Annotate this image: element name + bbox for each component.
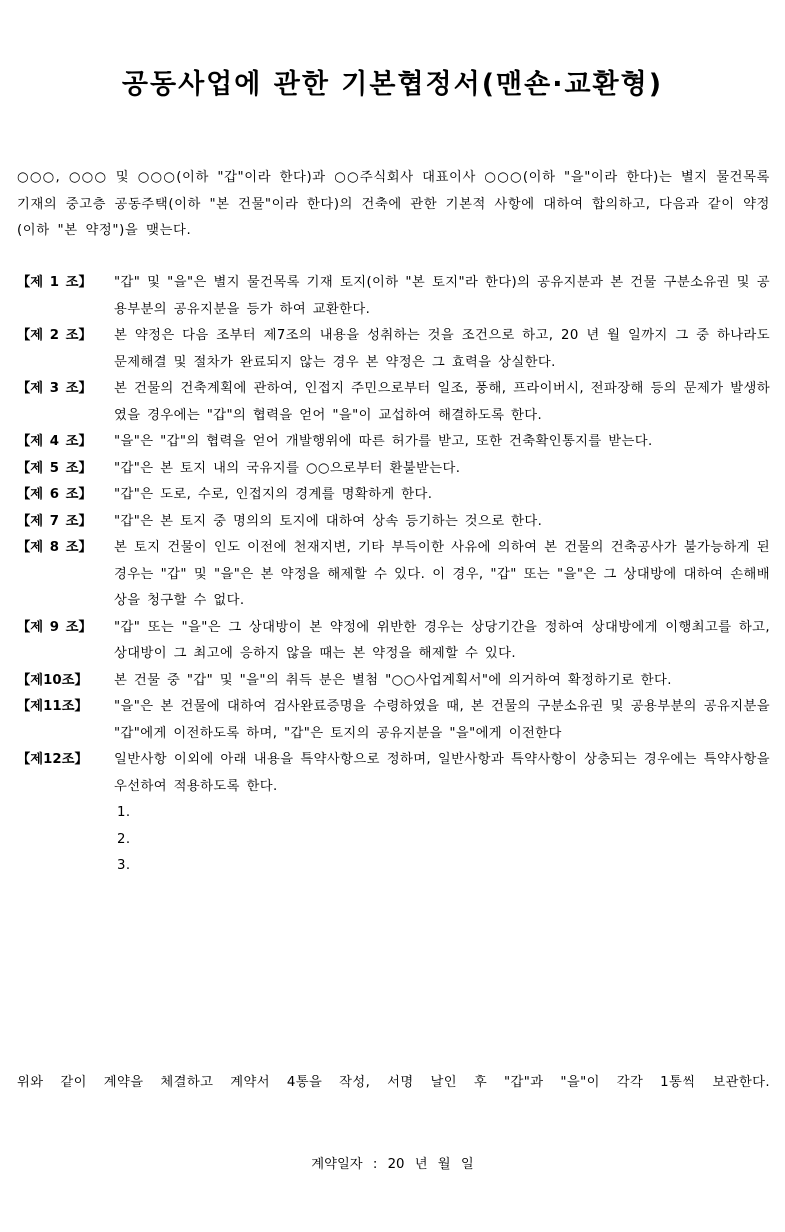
closing-statement: 위와 같이 계약을 체결하고 계약서 4통을 작성, 서명 날인 후 "갑"과 "을"이 각각 1통씩 보관한다. (17, 1075, 770, 1090)
article-3 (17, 376, 770, 429)
article-label: 【제 8 조】 (17, 540, 92, 555)
contract-date-line: 계약일자 : 20 년 월 일 (311, 1157, 474, 1172)
article-list (17, 270, 770, 880)
article-label: 【제10조】 (17, 672, 88, 688)
special-term-item: 3. (117, 858, 131, 873)
article-text: 일반사항 이외에 아래 내용을 특약사항으로 정하며, 일반사항과 특약사항이 상충되는 경우에는 특약사항을 우선하여 적용하도록 한다. (114, 752, 770, 794)
document-title: 공동사업에 관한 기본협정서(맨숀·교환형) (121, 69, 664, 100)
article-text: "갑"은 본 토지 중 명의의 토지에 대하여 상속 등기하는 것으로 한다. (114, 513, 543, 529)
article-text: 본 건물의 건축계획에 관하여, 인접지 주민으로부터 일조, 풍해, 프라이버시, 전파장해 등의 문제가 발생하였을 경우에는 "갑"의 협력을 얻어 "을"이 교섭하여 해결하도록 한다. (114, 381, 770, 423)
article-label: 【제 4 조】 (17, 434, 92, 449)
article-label: 【제 3 조】 (17, 381, 92, 396)
article-4 (17, 429, 770, 456)
special-term-item: 2. (117, 831, 131, 847)
article-text: 본 토지 건물이 인도 이전에 천재지변, 기타 부득이한 사유에 의하여 본 건물의 건축공사가 불가능하게 된 경우는 "갑" 및 "을"은 본 약정을 해제할 수 있다. 이 경우, "갑" 또는 "을"은 그 상대방에 대하여 손해배상을 청구할 수 없다. (114, 540, 770, 608)
article-5 (17, 456, 770, 483)
article-1 (17, 270, 770, 323)
article-7 (17, 509, 770, 536)
article-text: 본 약정은 다음 조부터 제7조의 내용을 성취하는 것을 조건으로 하고, 20 년 월 일까지 그 중 하나라도 문제해결 및 절차가 완료되지 않는 경우 본 약정은 그 효력을 상실한다. (114, 328, 770, 370)
article-11 (17, 694, 770, 747)
article-10 (17, 668, 770, 695)
article-12-body (114, 747, 770, 880)
article-label: 【제 2 조】 (17, 328, 92, 343)
intro-paragraph: ○○○, ○○○ 및 ○○○(이하 "갑"이라 한다)과 ○○주식회사 대표이사 ○○○(이하 "을"이라 한다)는 별지 물건목록 기재의 중고층 공동주택(이하 "본 건물"이라 한다)의 건축에 관한 기본적 사항에 대하여 합의하고, 다음과 같이 약정(이하 "본 약정")을 맺는다. (17, 170, 770, 238)
article-label: 【제 1 조】 (17, 275, 92, 290)
article-9 (17, 615, 770, 668)
article-8 (17, 535, 770, 615)
article-2 (17, 323, 770, 376)
article-text: "을"은 "갑"의 협력을 얻어 개발행위에 따른 허가를 받고, 또한 건축확인통지를 받는다. (114, 434, 653, 449)
article-label: 【제 6 조】 (17, 487, 92, 502)
article-label: 【제 5 조】 (17, 460, 92, 476)
article-label: 【제12조】 (17, 752, 88, 767)
article-label: 【제11조】 (17, 699, 88, 714)
article-text: "갑" 또는 "을"은 그 상대방이 본 약정에 위반한 경우는 상당기간을 정하여 상대방에게 이행최고를 하고, 상대방이 그 최고에 응하지 않을 때는 본 약정을 해제할 수 있다. (114, 619, 770, 661)
article-text: 본 건물 중 "갑" 및 "을"의 취득 분은 별첨 "○○사업계획서"에 의거하여 확정하기로 한다. (114, 672, 672, 688)
article-text: "을"은 본 건물에 대하여 검사완료증명을 수령하였을 때, 본 건물의 구분소유권 및 공용부분의 공유지분을 "갑"에게 이전하도록 하며, "갑"은 토지의 공유지분을 "을"에게 이전한다 (114, 699, 770, 741)
special-term-item: 1. (117, 805, 131, 820)
article-6 (17, 482, 770, 509)
article-text: "갑"은 도로, 수로, 인접지의 경계를 명확하게 한다. (114, 487, 433, 502)
article-text: "갑" 및 "을"은 별지 물건목록 기재 토지(이하 "본 토지"라 한다)의 공유지분과 본 건물 구분소유권 및 공용부분의 공유지분을 등가 하여 교환한다. (114, 275, 770, 317)
article-label: 【제 7 조】 (17, 513, 92, 529)
article-label: 【제 9 조】 (17, 619, 92, 635)
article-text: "갑"은 본 토지 내의 국유지를 ○○으로부터 환불받는다. (114, 460, 461, 476)
article-12 (17, 747, 770, 880)
